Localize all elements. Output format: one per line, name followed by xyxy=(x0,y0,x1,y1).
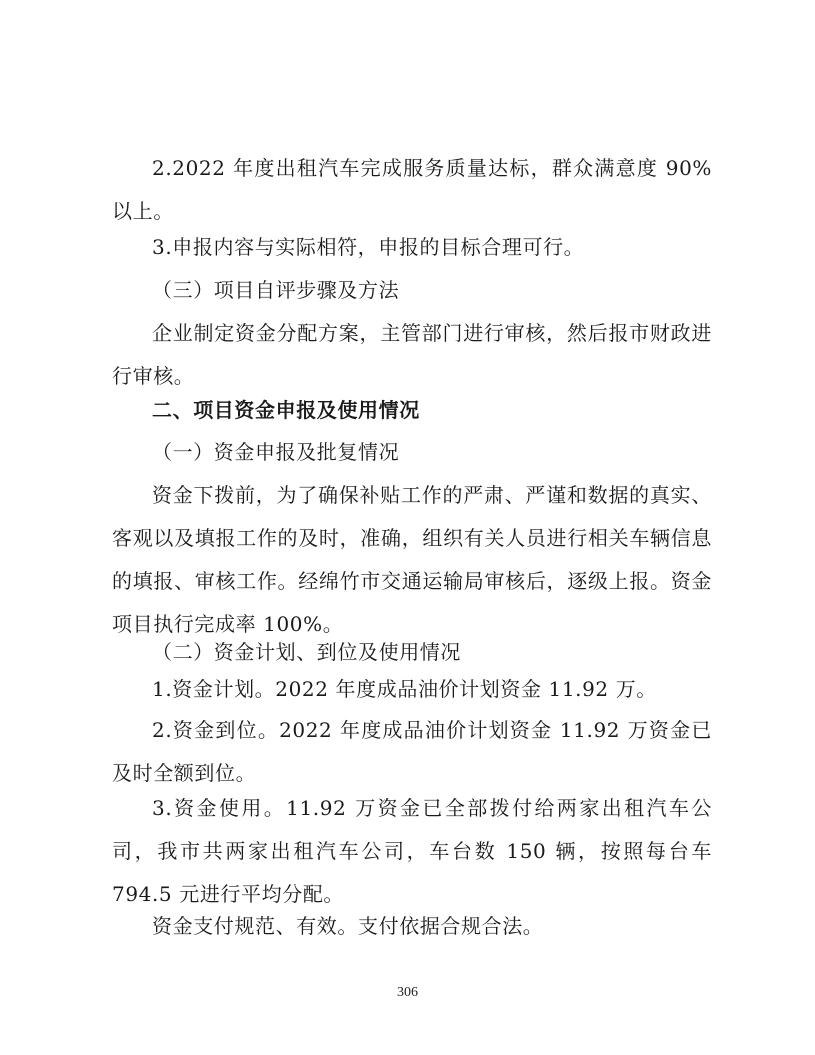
heading-self-evaluation-steps: （三）项目自评步骤及方法 xyxy=(152,278,400,302)
paragraph-allocation-plan: 企业制定资金分配方案，主管部门进行审核，然后报市财政进行审核。 xyxy=(112,321,712,388)
heading-fund-plan-usage: （二）资金计划、到位及使用情况 xyxy=(152,640,461,664)
paragraph-fund-disbursement: 资金下拨前，为了确保补贴工作的严肃、严谨和数据的真实、客观以及填报工作的及时，准确，组织有关人员进行相关车辆信息的填报、审核工作。经绵竹市交通运输局审核后，逐级上报。资金项目执行完成率 100%。 xyxy=(112,483,712,636)
paragraph-service-quality: 2.2022 年度出租汽车完成服务质量达标，群众满意度 90%以上。 xyxy=(112,156,712,223)
paragraph-declaration-content: 3.申报内容与实际相符，申报的目标合理可行。 xyxy=(152,235,585,259)
heading-fund-declaration-approval: （一）资金申报及批复情况 xyxy=(152,440,400,464)
heading-fund-declaration-usage: 二、项目资金申报及使用情况 xyxy=(152,398,420,422)
page-number: 306 xyxy=(397,985,418,1000)
paragraph-fund-use: 3.资金使用。11.92 万资金已全部拨付给两家出租汽车公司，我市共两家出租汽车公司，车台数 150 辆，按照每台车 794.5 元进行平均分配。 xyxy=(112,796,712,906)
paragraph-fund-plan: 1.资金计划。2022 年度成品油价计划资金 11.92 万。 xyxy=(152,677,657,701)
paragraph-payment-compliance: 资金支付规范、有效。支付依据合规合法。 xyxy=(152,914,544,938)
paragraph-fund-arrival: 2.资金到位。2022 年度成品油价计划资金 11.92 万资金已及时全额到位。 xyxy=(112,718,712,785)
